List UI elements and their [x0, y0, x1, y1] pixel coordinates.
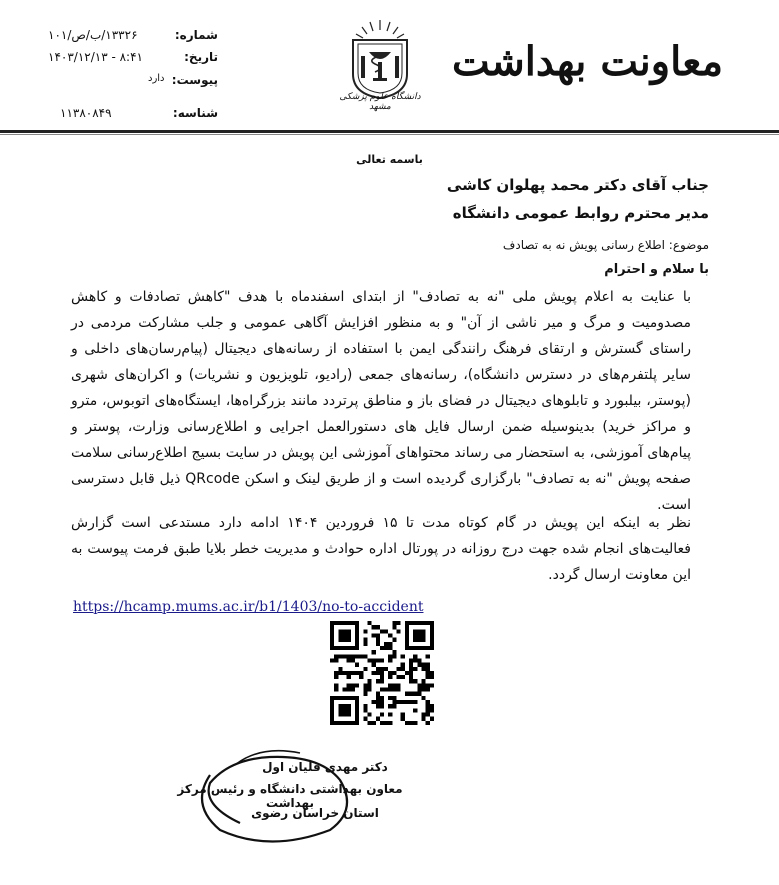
identifier-label: شناسه: — [172, 106, 218, 120]
letter-date-label: تاریخ: — [184, 50, 218, 64]
attachment-value: دارد — [148, 73, 165, 84]
body-paragraph-1: با عنایت به اعلام پویش ملی "نه به تصادف" از ابتدای اسفندماه با هدف "کاهش تصادفات و کاهش مصدومیت و مرگ و میر ناشی از آن" و به منظور افزایش آگاهی عمومی و جلب مشارکت مردمی در راستای گسترش و ارتقای فرهنگ رانندگی ایمن با استفاده از رسانه‌های دیجیتال (پیام‌رسان‌های داخلی و سایر پلتفرم‌های در دسترس دانشگاه)، رسانه‌های جمعی (رادیو، تلویزیون و نشریات) و اکران‌های شهری (پوستر، بیلبورد و تابلوهای دیجیتال در فضای باز و مناطق پرتردد مانند بزرگراه‌ها، ایستگاه‌های اتوبوس، مترو و مراکز خرید) بدینوسیله ضمن ارسال فایل های دستورالعمل اجرایی و اطلاع‌رسانی وزارت، پوستر و پیام‌های آموزشی، به استحضار می رساند محتواهای آموزشی این پویش در سایت بسیج اطلاع‌رسانی سلامت صفحه پویش "نه به تصادف" بارگزاری گردیده است و از طریق لینک و اسکن QRcode ذیل قابل دسترسی است. — [71, 289, 692, 513]
letter-subject: موضوع: اطلاع رسانی پویش نه به تصادف — [502, 238, 709, 252]
letter-number-value: ۱۳۳۲۶/ب/ص/۱۰۱ — [48, 28, 138, 42]
letter-date-value: ۱۴۰۳/۱۲/۱۳ - ۸:۴۱ — [48, 50, 143, 64]
identifier-row — [48, 106, 218, 126]
qr-code-icon — [330, 621, 434, 725]
signatory-name: دکتر مهدی قلیان اول — [262, 760, 388, 774]
letter-number-row — [48, 28, 218, 48]
qr-code[interactable] — [330, 621, 434, 729]
bismillah: باسمه تعالی — [356, 153, 423, 166]
body-paragraph-2: نظر به اینکه این پویش در گام کوتاه مدت تا ۱۵ فروردین ۱۴۰۴ ادامه دارد مستدعی است گزارش فعالیت‌های انجام شده جهت درج روزانه در پورتال اداره حوادث و مدیریت خطر بلایا طبق فرمت پیوست به این معاونت ارسال گردد. — [71, 515, 691, 583]
university-logo-caption: دانشگاه علوم پزشکی مشهد — [339, 92, 421, 112]
signatory-province: استان خراسان رضوی — [251, 806, 379, 820]
attachment-row — [48, 73, 218, 93]
letter-date-row — [48, 50, 218, 70]
identifier-value: ۱۱۳۸۰۸۴۹ — [60, 106, 112, 120]
letter-number-label: شماره: — [174, 28, 218, 42]
header-divider-thin — [0, 134, 779, 135]
signatory-title: معاون بهداشتی دانشگاه و رئیس مرکز بهداشت — [177, 782, 403, 810]
campaign-link[interactable]: https://hcamp.mums.ac.ir/b1/1403/no-to-accident — [73, 599, 424, 615]
department-title: معاونت بهداشت — [451, 38, 723, 85]
header-divider — [0, 130, 779, 133]
recipient-title: مدیر محترم روابط عمومی دانشگاه — [452, 204, 709, 222]
attachment-label: پیوست: — [171, 73, 218, 87]
greeting: با سلام و احترام — [604, 262, 709, 277]
recipient-name: جناب آقای دکتر محمد پهلوان کاشی — [446, 176, 709, 194]
